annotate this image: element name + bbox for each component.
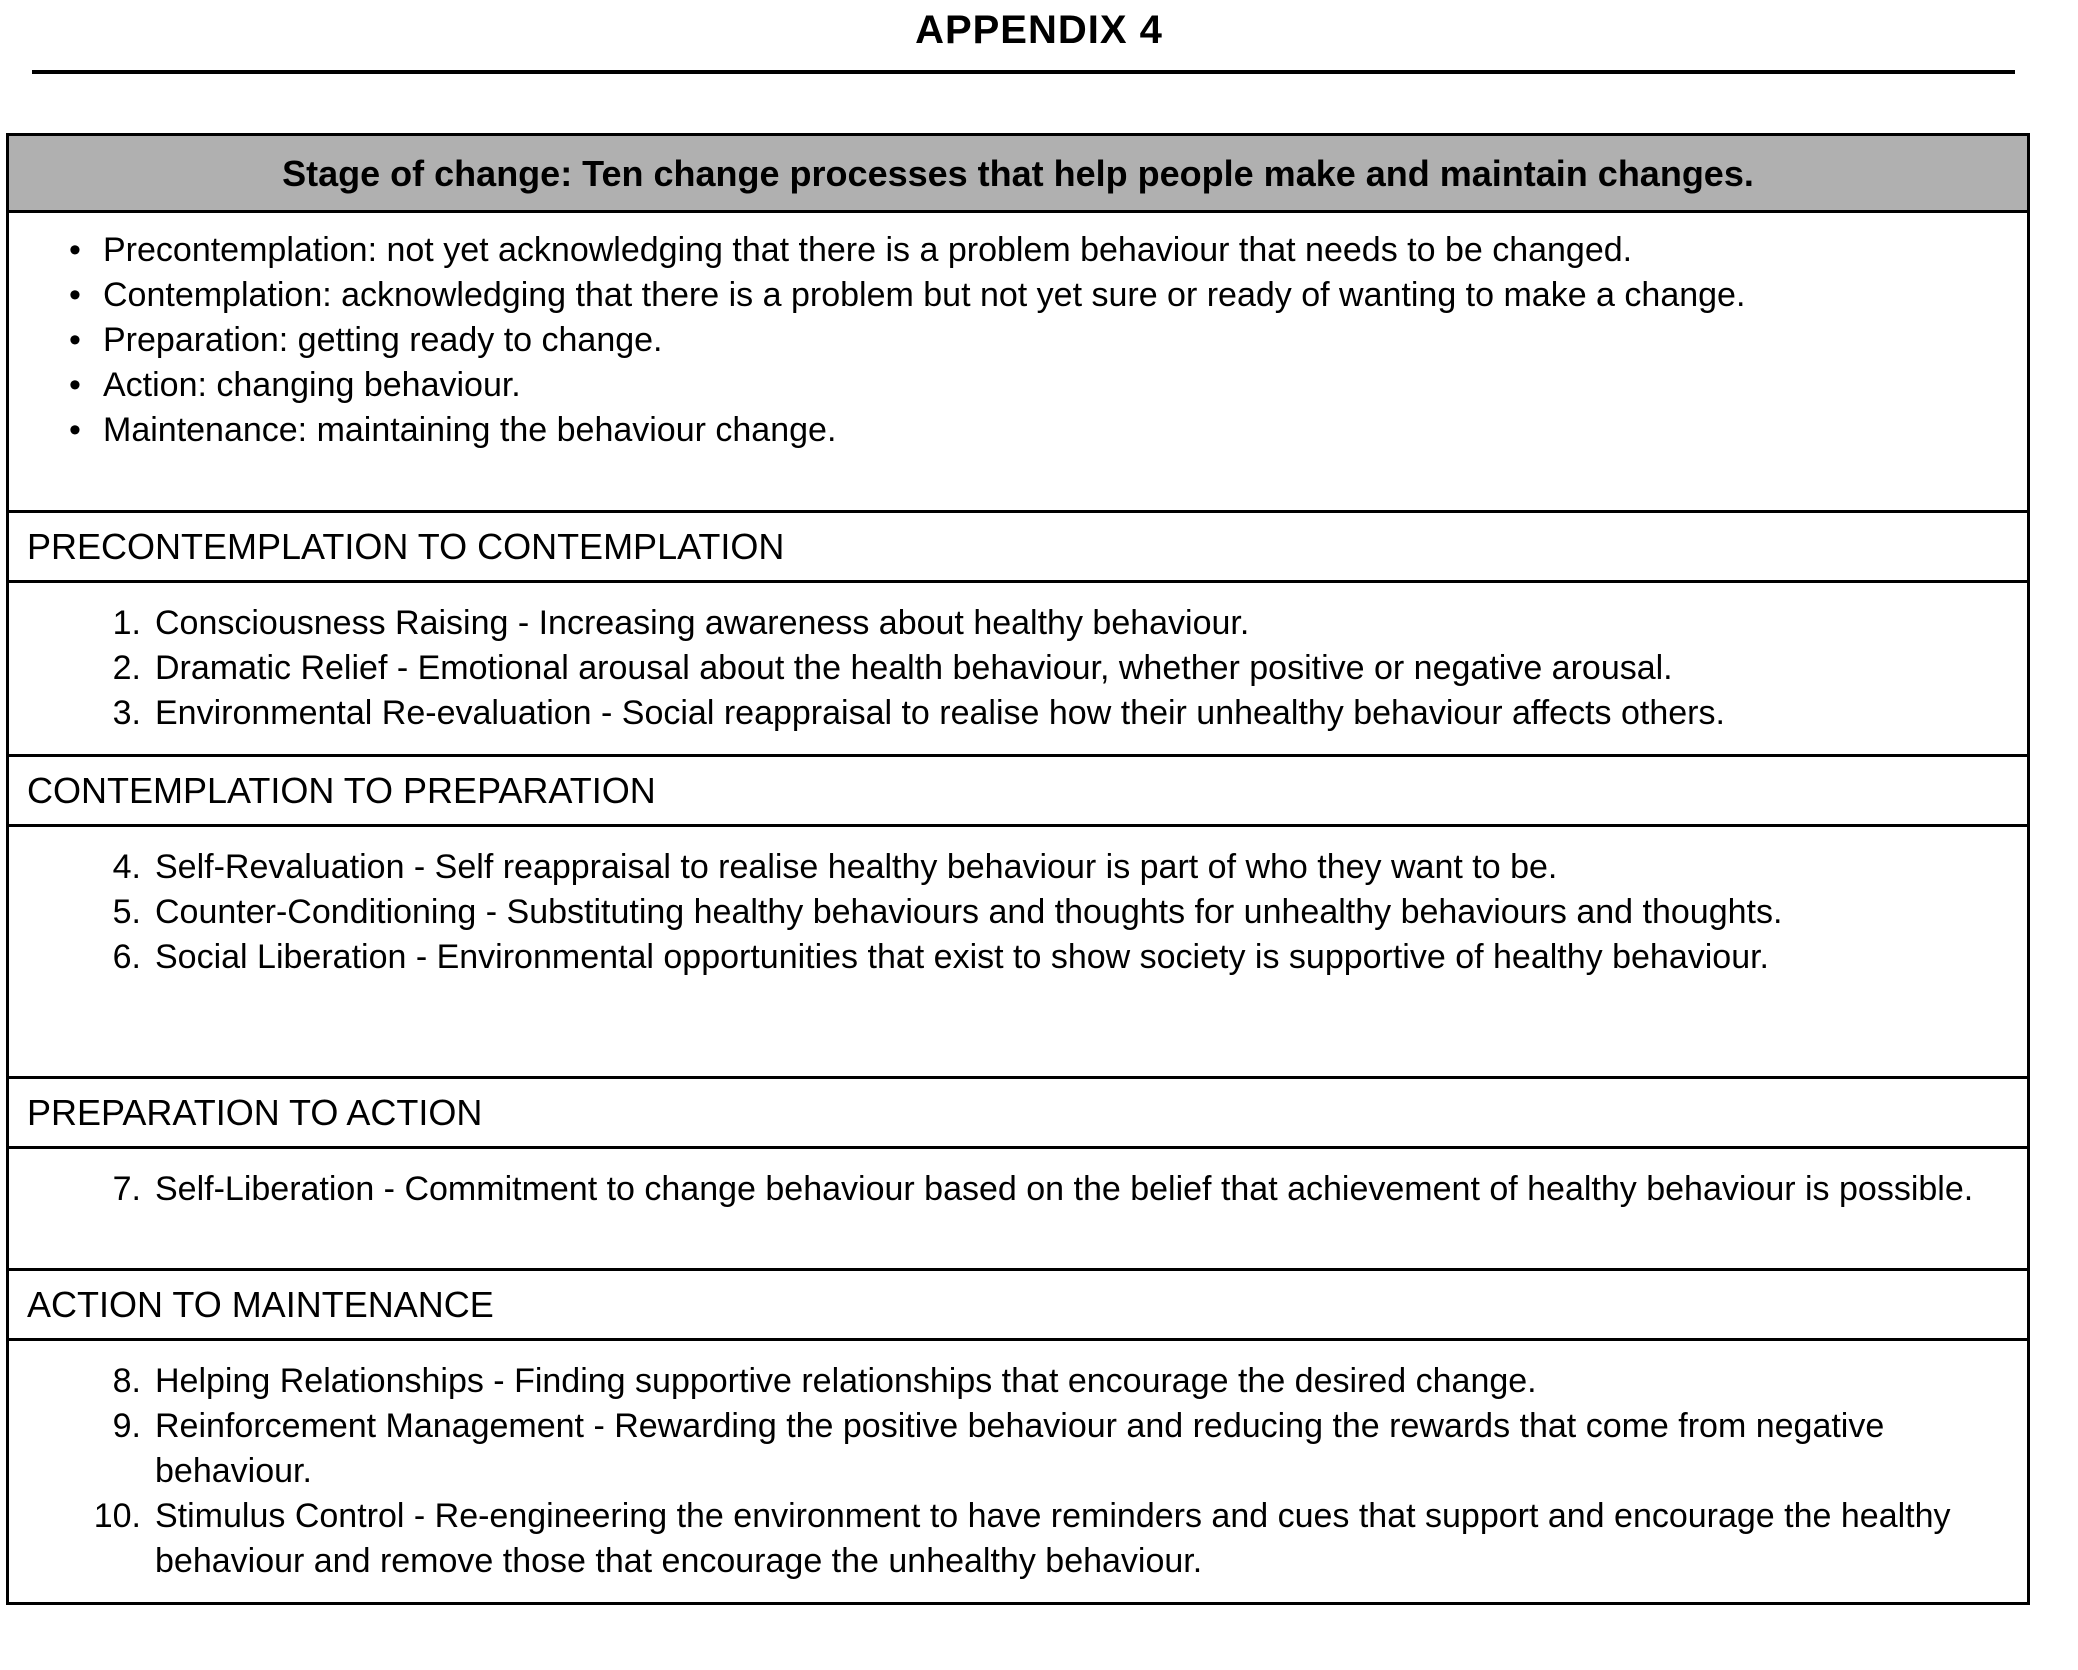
item-text: Reinforcement Management - Rewarding the positive behaviour and reducing the rewards that come from negative behaviour. [155, 1407, 1885, 1490]
stage-definition-text: Maintenance: maintaining the behaviour change. [103, 411, 837, 449]
item-number: 4. [112, 848, 141, 886]
list-item [9, 845, 2005, 890]
list-item [9, 935, 2005, 980]
item-text: Self-Revaluation - Self reappraisal to realise healthy behaviour is part of who they want to be. [155, 848, 1558, 886]
item-text: Dramatic Relief - Emotional arousal about the health behaviour, whether positive or negative arousal. [155, 649, 1673, 687]
stage-definition-text: Contemplation: acknowledging that there is a problem but not yet sure or ready of wanting to make a change. [103, 276, 1746, 314]
stage-definition-text: Preparation: getting ready to change. [103, 321, 663, 359]
bullet-icon: • [69, 411, 81, 449]
item-text: Stimulus Control - Re-engineering the environment to have reminders and cues that support and encourage the healthy behaviour and remove those that encourage the unhealthy behaviour. [155, 1497, 1951, 1580]
item-text: Counter-Conditioning - Substituting healthy behaviours and thoughts for unhealthy behaviours and thoughts. [155, 893, 1783, 931]
stage-definition-text: Action: changing behaviour. [103, 366, 521, 404]
list-item [9, 363, 2005, 408]
item-text: Self-Liberation - Commitment to change behaviour based on the belief that achievement of healthy behaviour is possible. [155, 1170, 1974, 1208]
item-number: 6. [112, 938, 141, 976]
list-item [9, 228, 2005, 273]
stage-definitions-row [9, 210, 2027, 510]
list-item [9, 601, 2005, 646]
list-item [9, 646, 2005, 691]
list-item [9, 318, 2005, 363]
item-text: Social Liberation - Environmental opportunities that exist to show society is supportive of healthy behaviour. [155, 938, 1770, 976]
section-items-row [9, 580, 2027, 754]
section-heading-preparation-to-action: PREPARATION TO ACTION [9, 1076, 2027, 1146]
list-item [9, 1167, 2005, 1212]
item-number: 3. [112, 694, 141, 732]
list-item [9, 408, 2005, 453]
section-items-row [9, 1146, 2027, 1268]
stages-of-change-table [6, 133, 2030, 1605]
section-heading-action-to-maintenance: ACTION TO MAINTENANCE [9, 1268, 2027, 1338]
bullet-icon: • [69, 276, 81, 314]
list-item [9, 890, 2005, 935]
page-title: APPENDIX 4 [915, 8, 1163, 52]
section-items-row [9, 1338, 2027, 1602]
stage-definition-text: Precontemplation: not yet acknowledging that there is a problem behaviour that needs to be changed. [103, 231, 1633, 269]
bullet-icon: • [69, 231, 81, 269]
item-text: Consciousness Raising - Increasing awareness about healthy behaviour. [155, 604, 1250, 642]
item-number: 5. [112, 893, 141, 931]
list-item [9, 1359, 2005, 1404]
item-number: 1. [112, 604, 141, 642]
list-item [9, 1404, 2005, 1494]
list-item [9, 1494, 2005, 1584]
title-divider [32, 70, 2015, 74]
item-number: 9. [112, 1407, 141, 1445]
item-text: Helping Relationships - Finding supportive relationships that encourage the desired change. [155, 1362, 1537, 1400]
bullet-icon: • [69, 366, 81, 404]
bullet-icon: • [69, 321, 81, 359]
section-heading-contemplation-to-preparation: CONTEMPLATION TO PREPARATION [9, 754, 2027, 824]
list-item [9, 691, 2005, 736]
item-number: 7. [112, 1170, 141, 1208]
item-number: 10. [93, 1497, 141, 1535]
list-item [9, 273, 2005, 318]
section-heading-precontemplation-to-contemplation: PRECONTEMPLATION TO CONTEMPLATION [9, 510, 2027, 580]
item-text: Environmental Re-evaluation - Social reappraisal to realise how their unhealthy behaviour affects others. [155, 694, 1725, 732]
item-number: 8. [112, 1362, 141, 1400]
item-number: 2. [112, 649, 141, 687]
section-items-row [9, 824, 2027, 1076]
table-header: Stage of change: Ten change processes that help people make and maintain changes. [9, 136, 2027, 210]
